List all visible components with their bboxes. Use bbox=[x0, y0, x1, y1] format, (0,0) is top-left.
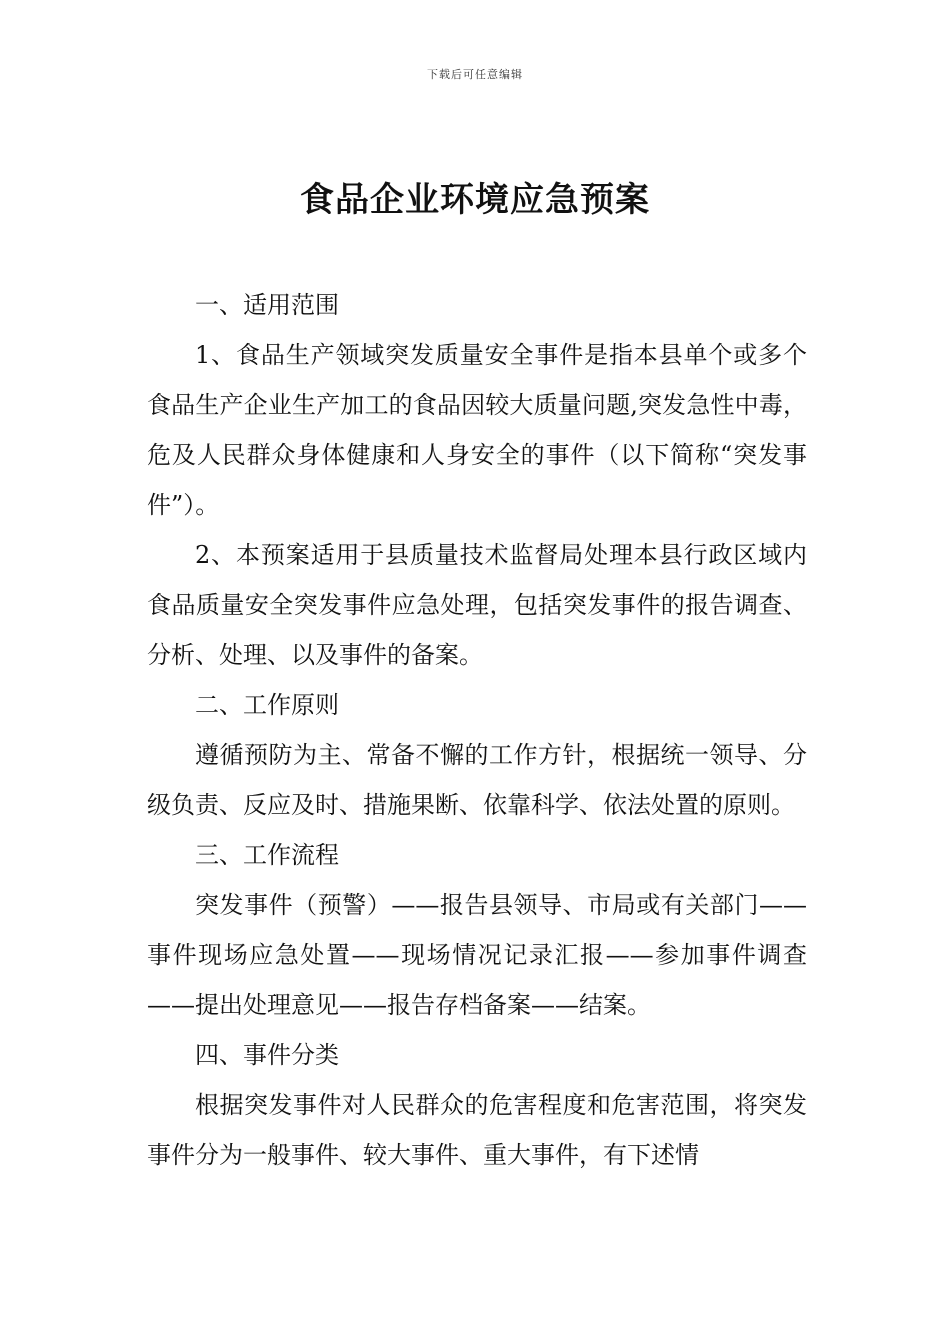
paragraph-classification: 根据突发事件对人民群众的危害程度和危害范围，将突发事件分为一般事件、较大事件、重大事件，有下述情 bbox=[147, 1091, 807, 1169]
header-note: 下载后可任意编辑 bbox=[427, 68, 523, 81]
section-heading-scope: 一、适用范围 bbox=[195, 291, 339, 319]
section-heading-principles: 二、工作原则 bbox=[195, 691, 339, 719]
paragraph-scope-1: 1、食品生产领域突发质量安全事件是指本县单个或多个食品生产企业生产加工的食品因较大质量问题,突发急性中毒，危及人民群众身体健康和人身安全的事件（以下简称“突发事件”）。 bbox=[147, 341, 807, 519]
section-heading-workflow: 三、工作流程 bbox=[195, 841, 339, 869]
paragraph-scope-2: 2、本预案适用于县质量技术监督局处理本县行政区域内食品质量安全突发事件应急处理，包括突发事件的报告调查、分析、处理、以及事件的备案。 bbox=[147, 541, 807, 669]
paragraph-principles: 遵循预防为主、常备不懈的工作方针，根据统一领导、分级负责、反应及时、措施果断、依靠科学、依法处置的原则。 bbox=[147, 741, 807, 819]
document-title: 食品企业环境应急预案 bbox=[300, 180, 650, 220]
section-heading-classification: 四、事件分类 bbox=[195, 1041, 339, 1069]
paragraph-workflow: 突发事件（预警）——报告县领导、市局或有关部门——事件现场应急处置——现场情况记录汇报——参加事件调查——提出处理意见——报告存档备案——结案。 bbox=[147, 891, 807, 1019]
document-body bbox=[147, 280, 807, 1180]
